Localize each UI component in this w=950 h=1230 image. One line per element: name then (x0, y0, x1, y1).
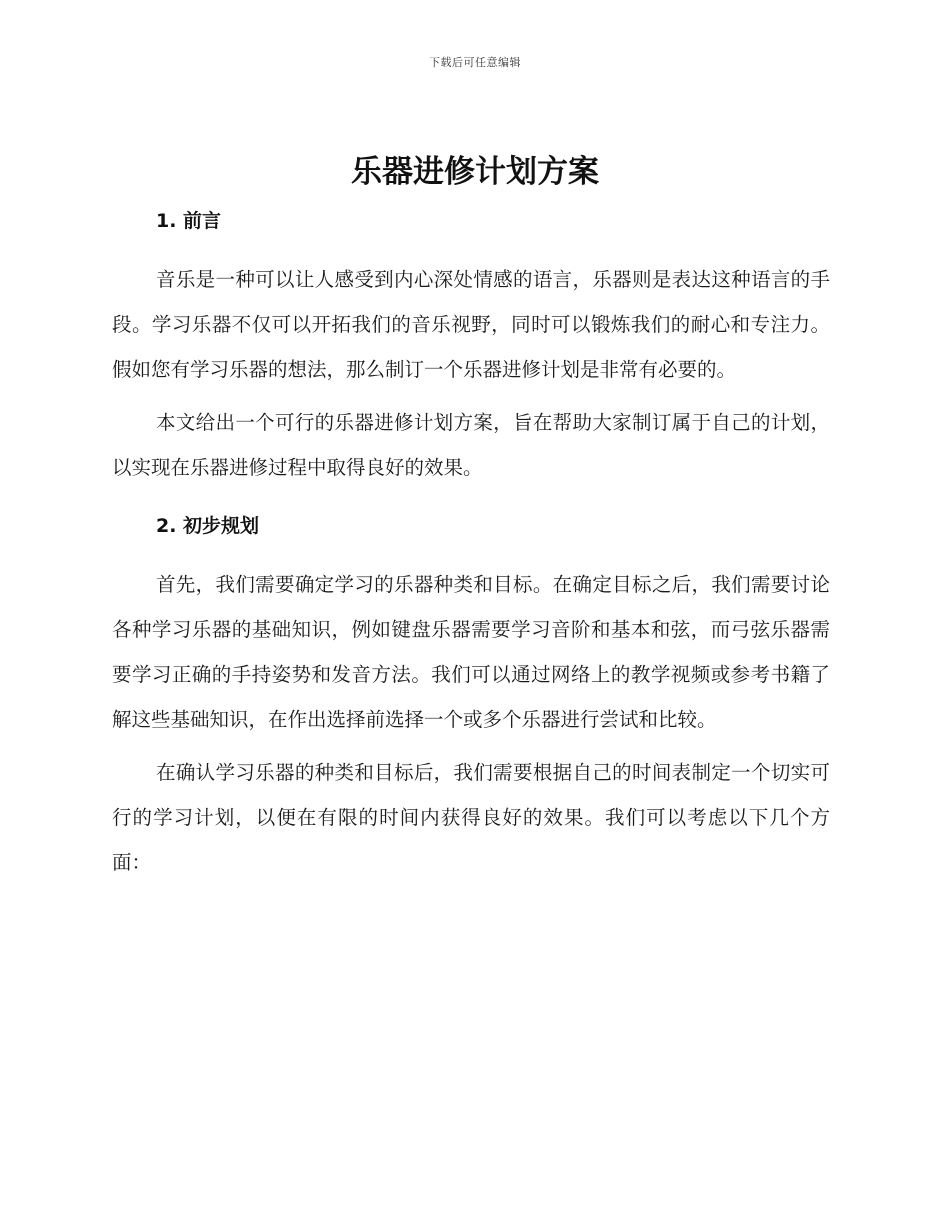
document-body (112, 205, 830, 885)
section-heading: 1. 前言 (156, 210, 222, 232)
paragraph: 音乐是一种可以让人感受到内心深处情感的语言，乐器则是表达这种语言的手段。学习乐器不仅可以开拓我们的音乐视野，同时可以锻炼我们的耐心和专注力。假如您有学习乐器的想法，那么制订一个乐器进修计划是非常有必要的。 (112, 268, 830, 381)
paragraph: 首先，我们需要确定学习的乐器种类和目标。在确定目标之后，我们需要讨论各种学习乐器的基础知识，例如键盘乐器需要学习音阶和基本和弦，而弓弦乐器需要学习正确的手持姿势和发音方法。我们可以通过网络上的教学视频或参考书籍了解这些基础知识，在作出选择前选择一个或多个乐器进行尝试和比较。 (112, 573, 830, 731)
paragraph: 本文给出一个可行的乐器进修计划方案，旨在帮助大家制订属于自己的计划，以实现在乐器进修过程中取得良好的效果。 (112, 411, 830, 479)
section-initial-planning (112, 510, 830, 885)
header-note: 下载后可任意编辑 (429, 56, 521, 69)
section-heading: 2. 初步规划 (156, 515, 260, 537)
document-title: 乐器进修计划方案 (351, 154, 599, 190)
paragraph: 在确认学习乐器的种类和目标后，我们需要根据自己的时间表制定一个切实可行的学习计划，以便在有限的时间内获得良好的效果。我们可以考虑以下几个方面： (112, 761, 830, 874)
section-preface (112, 205, 830, 490)
